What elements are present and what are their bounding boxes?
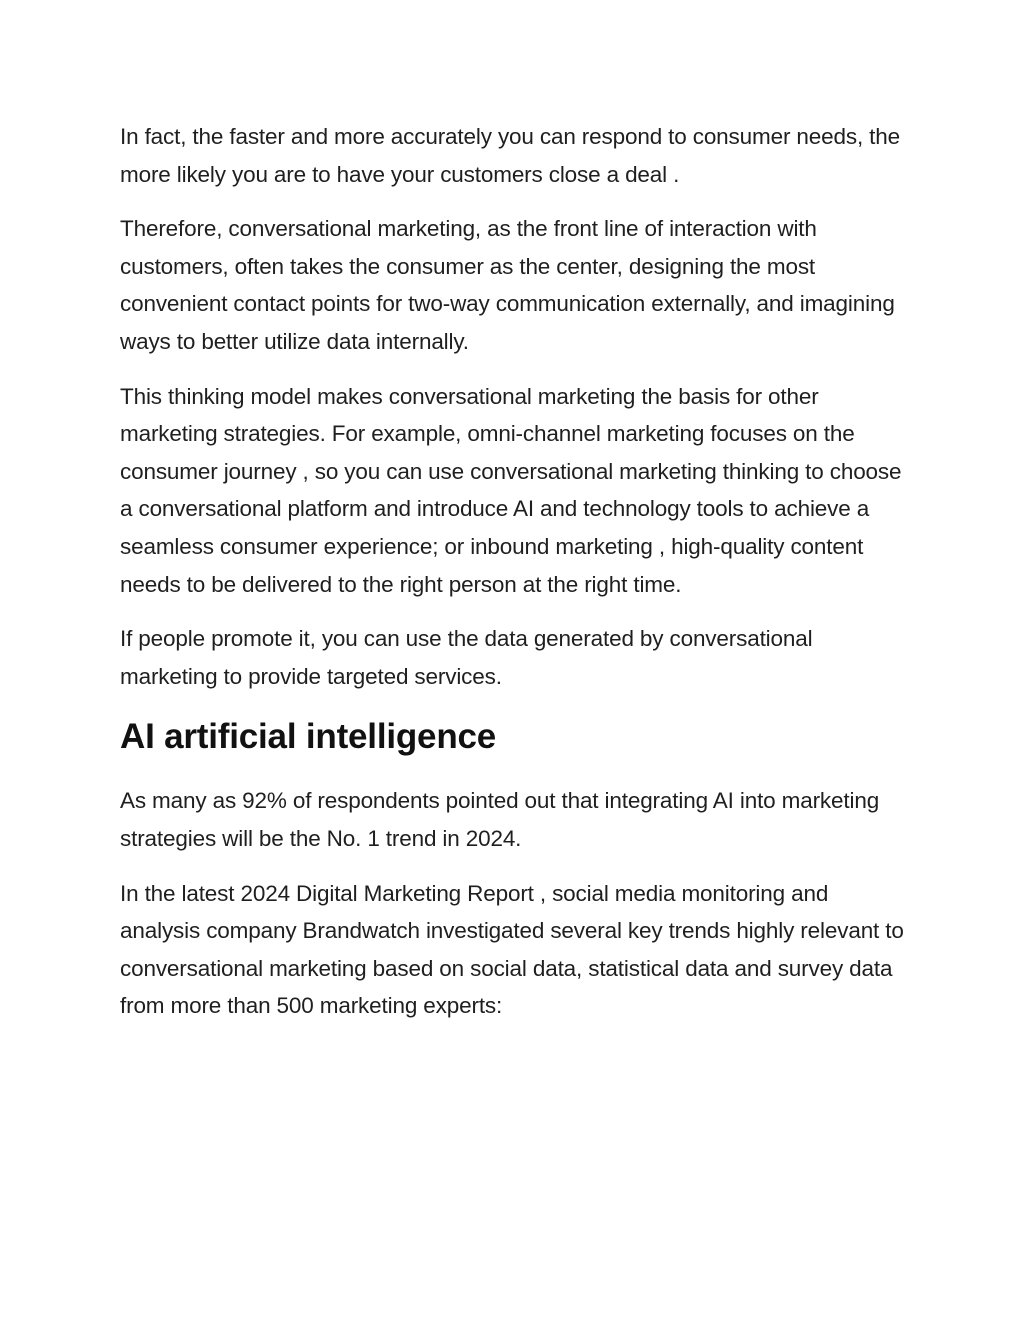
paragraph-respond-faster: In fact, the faster and more accurately you can respond to consumer needs, the more likely you are to have your customers close a deal . (120, 124, 900, 187)
section-heading-ai: AI artificial intelligence (120, 717, 497, 757)
paragraph-thinking-model: This thinking model makes conversational marketing the basis for other marketing strategies. For example, omni-channel marketing focuses on the consumer journey , so you can use conversational marketing thinking to choose a conversational platform and introduce AI and technology tools to achieve a seamless consumer experience; or inbound marketing , high-quality content needs to be delivered to the right person at the right time. (120, 383, 902, 597)
paragraph-brandwatch-report: In the latest 2024 Digital Marketing Report , social media monitoring and analysis company Brandwatch investigated several key trends highly relevant to conversational marketing based on social data, statistical data and survey data from more than 500 marketing experts: (120, 880, 904, 1019)
paragraph-targeted-services: If people promote it, you can use the data generated by conversational marketing to provide targeted services. (120, 626, 813, 689)
document-body (120, 118, 910, 1042)
paragraph-front-line-interaction: Therefore, conversational marketing, as the front line of interaction with customers, often takes the consumer as the center, designing the most convenient contact points for two-way communication externally, and imagining ways to better utilize data internally. (120, 216, 895, 354)
paragraph-ai-trend: As many as 92% of respondents pointed out that integrating AI into marketing strategies will be the No. 1 trend in 2024. (120, 788, 880, 851)
